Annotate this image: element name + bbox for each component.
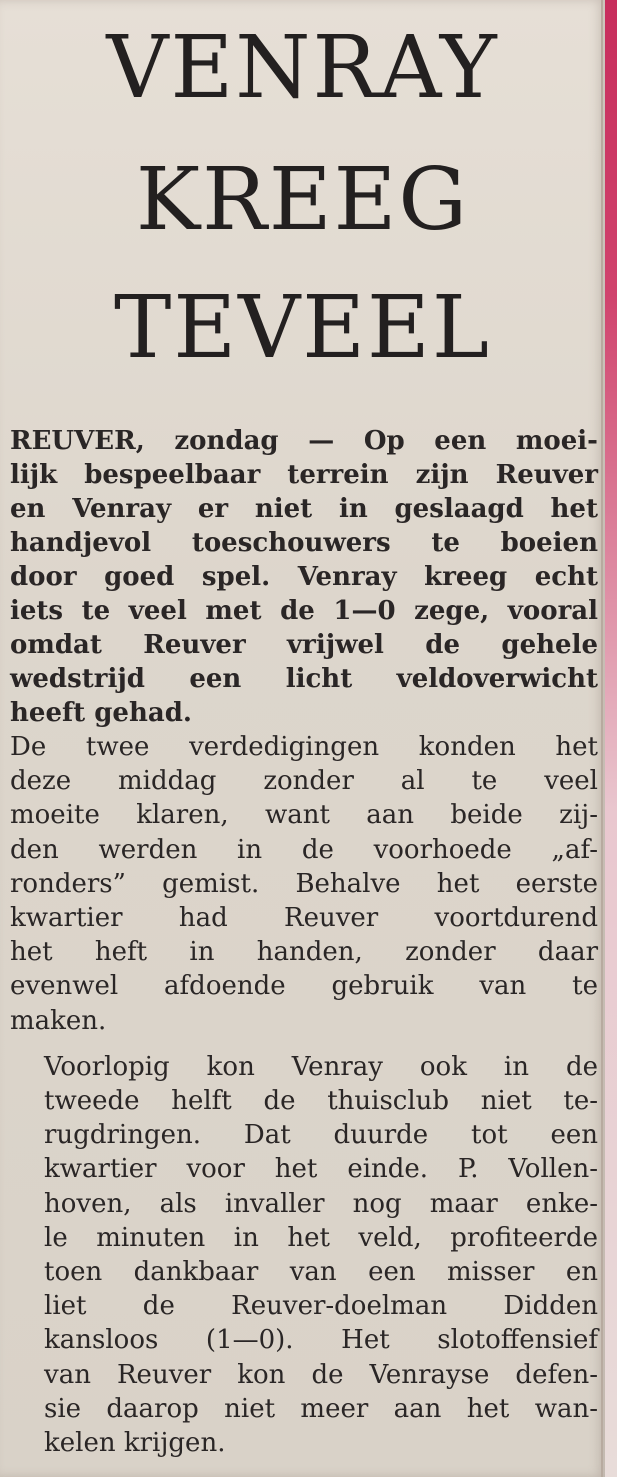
body-line: kwartier had Reuver voortdurend <box>10 903 598 934</box>
background-edge <box>605 0 617 1477</box>
body-line: tweede helft de thuisclub niet te- <box>44 1086 598 1117</box>
body-line: evenwel afdoende gebruik van te <box>10 971 598 1002</box>
body-line: liet de Reuver-doelman Didden <box>44 1291 598 1322</box>
body-line: moeite klaren, want aan beide zij- <box>10 800 598 831</box>
body-line: kelen krijgen. <box>44 1428 226 1459</box>
lead-line: omdat Reuver vrijwel de gehele <box>10 630 598 660</box>
headline-line-3: TEVEEL <box>114 278 491 378</box>
body-line: le minuten in het veld, profiteerde <box>44 1222 598 1253</box>
headline-line-1: VENRAY <box>106 18 499 118</box>
body-line: van Reuver kon de Venrayse defen- <box>44 1359 598 1390</box>
lead-line: handjevol toeschouwers te boeien <box>10 528 598 558</box>
body-line: kansloos (1—0). Het slotoffensief <box>44 1325 598 1356</box>
lead-line: door goed spel. Venray kreeg echt <box>10 562 598 592</box>
body-paragraph-2 <box>10 1050 598 1460</box>
body-line: Voorlopig kon Venray ook in de <box>44 1051 598 1082</box>
article-body <box>10 424 598 1460</box>
body-line: kwartier voor het einde. P. Vollen- <box>44 1154 598 1185</box>
lead-line: wedstrijd een licht veldoverwicht <box>10 664 598 694</box>
body-line: ronders” gemist. Behalve het eerste <box>10 868 598 899</box>
body-line: rugdringen. Dat duurde tot een <box>44 1120 598 1151</box>
lead-line: REUVER, zondag — Op een moei- <box>10 426 598 456</box>
body-line: den werden in de voorhoede „af- <box>10 834 598 865</box>
lead-line: heeft gehad. <box>10 698 192 728</box>
body-line: hoven, als invaller nog maar enke- <box>44 1188 598 1219</box>
lead-line: en Venray er niet in geslaagd het <box>10 494 598 524</box>
body-line: sie daarop niet meer aan het wan- <box>44 1393 598 1424</box>
lead-paragraph <box>10 424 598 730</box>
dateline: REUVER, zondag — <box>10 426 335 456</box>
body-line: toen dankbaar van een misser en <box>44 1257 598 1288</box>
body-line: het heft in handen, zonder daar <box>10 937 598 968</box>
body-line: De twee verdedigingen konden het <box>10 732 598 762</box>
body-line: maken. <box>10 1005 107 1036</box>
lead-line: lijk bespeelbaar terrein zijn Reuver <box>10 460 598 490</box>
lead-line: iets te veel met de 1—0 zege, vooral <box>10 596 598 626</box>
headline-line-2: KREEG <box>135 150 470 250</box>
body-paragraph-1 <box>10 730 598 1038</box>
body-line: deze middag zonder al te veel <box>10 766 598 797</box>
